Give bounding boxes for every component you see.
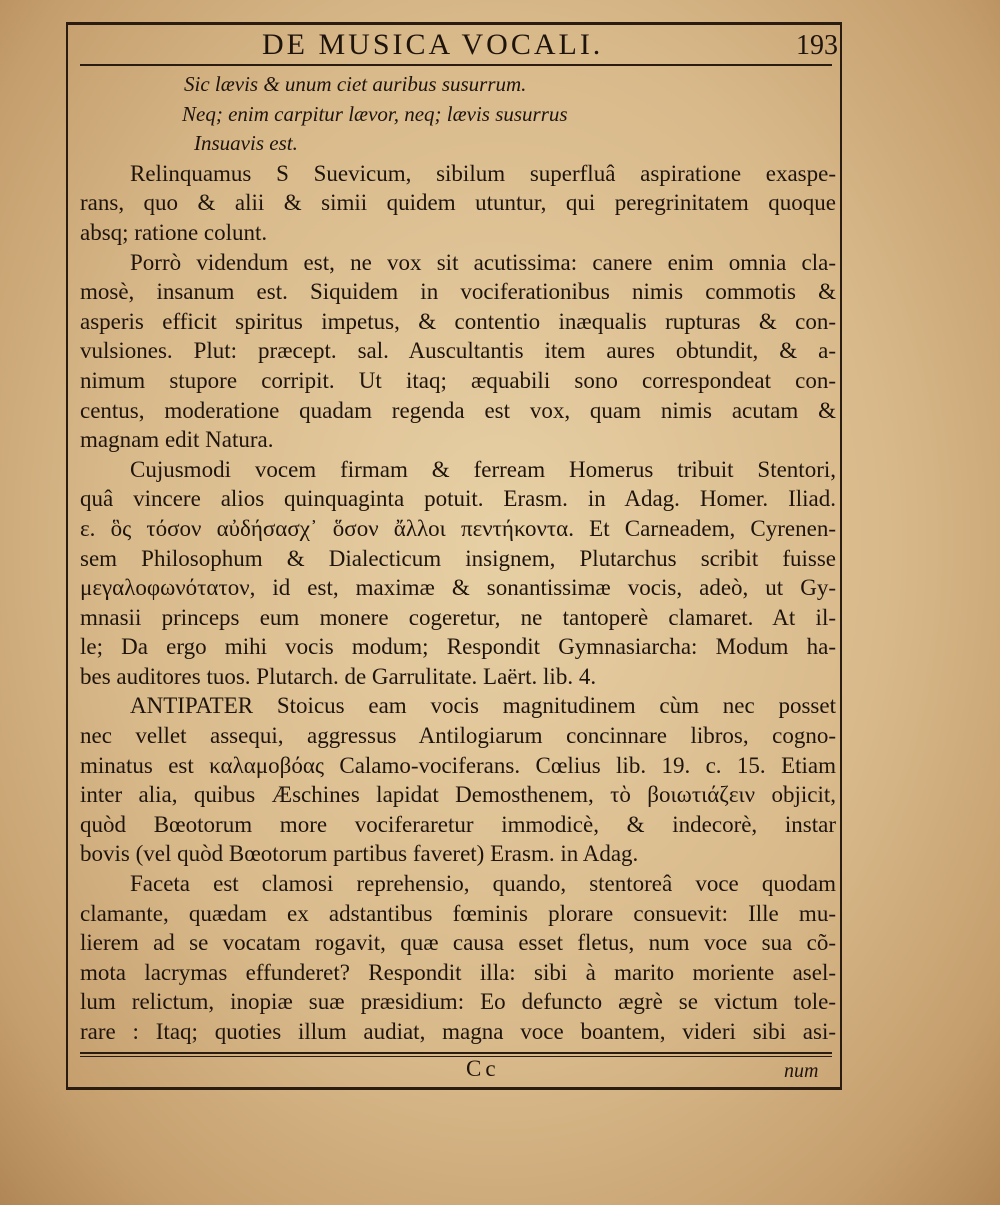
text-line: mnasii princeps eum monere cogeretur, ne tantoperè clamaret. At il- [80,604,836,630]
text-line: μεγαλοφωνότατον, id est, maximæ & sonantissimæ vocis, adeò, ut Gy- [80,575,836,601]
text-line: magnam edit Natura. [80,427,274,453]
text-line: inter alia, quibus Æschines lapidat Demosthenem, τὸ βοιωτιάζειν objicit, [80,782,836,808]
text-line: absq; ratione colunt. [80,219,268,245]
text-line: rare : Itaq; quoties illum audiat, magna voce boantem, videri sibi asi- [80,1019,836,1044]
text-line: sem Philosophum & Dialecticum insignem, Plutarchus scribit fuisse [80,545,836,571]
catchword: num [784,1060,819,1082]
footer-rule-thin [80,1056,832,1057]
text-line: quâ vincere alios quinquaginta potuit. Erasm. in Adag. Homer. Iliad. [80,486,836,512]
text-line: rans, quo & alii & simii quidem utuntur, qui peregrinitatem quoque [80,190,836,216]
text-line: quòd Bœotorum more vociferaretur immodicè, & indecorè, instar [80,811,836,837]
text-line: asperis efficit spiritus impetus, & contentio inæqualis rupturas & con- [80,308,836,334]
text-line: clamante, quædam ex adstantibus fœminis plorare consuevit: Ille mu- [80,900,836,926]
text-line: centus, moderatione quadam regenda est vox, quam nimis acutam & [80,397,836,423]
text-line: ANTIPATER Stoicus eam vocis magnitudinem cùm nec posset [130,693,836,719]
text-line: Cujusmodi vocem firmam & ferream Homerus tribuit Stentori, [130,456,836,482]
text-line: lum relictum, inopiæ suæ præsidium: Eo defuncto ægrè se victum tole- [80,989,836,1015]
text-line: lierem ad se vocatam rogavit, quæ causa esset fletus, num voce sua cõ- [80,930,836,956]
text-line: ε. ὃς τόσον αὐδήσασχ᾽ ὅσον ἄλλοι πεντήκοντα. Et Carneadem, Cyrenen- [80,515,836,541]
footer-rule [80,1052,832,1054]
text-line: bes auditores tuos. Plutarch. de Garrulitate. Laërt. lib. 4. [80,663,597,689]
verse-line: Neq; enim carpitur lævor, neq; lævis susurrus [182,101,568,126]
text-line: bovis (vel quòd Bœotorum partibus faveret) Erasm. in Adag. [80,841,639,867]
text-line: mosè, insanum est. Siquidem in vociferationibus nimis commotis & [80,279,836,305]
text-line: Relinquamus S Suevicum, sibilum superfluâ aspiratione exaspe- [130,160,836,186]
text-line: minatus est καλαμοβόας Calamo-vociferans. Cœlius lib. 19. c. 15. Etiam [80,752,836,778]
page-number: 193 [796,30,838,61]
signature-mark: Cc [466,1056,500,1081]
text-line: vulsiones. Plut: præcept. sal. Auscultantis item aures obtundit, & a- [80,338,836,364]
text-line: le; Da ergo mihi vocis modum; Respondit Gymnasiarcha: Modum ha- [80,634,836,660]
text-line: mota lacrymas effunderet? Respondit illa: sibi à marito moriente asel- [80,959,836,985]
text-line: Faceta est clamosi reprehensio, quando, stentoreâ voce quodam [130,871,836,897]
text-line: nec vellet assequi, aggressus Antilogiarum concinnare libros, cogno- [80,723,836,749]
verse-line: Insuavis est. [194,131,298,156]
body-text [80,70,836,1047]
running-head: DE MUSICA VOCALI. [262,28,604,61]
text-line: nimum stupore corripit. Ut itaq; æquabili sono correspondeat con- [80,367,836,393]
verse-line: Sic lævis & unum ciet auribus susurrum. [184,72,527,96]
header-rule [80,64,832,66]
text-line: Porrò videndum est, ne vox sit acutissima: canere enim omnia cla- [130,249,836,275]
